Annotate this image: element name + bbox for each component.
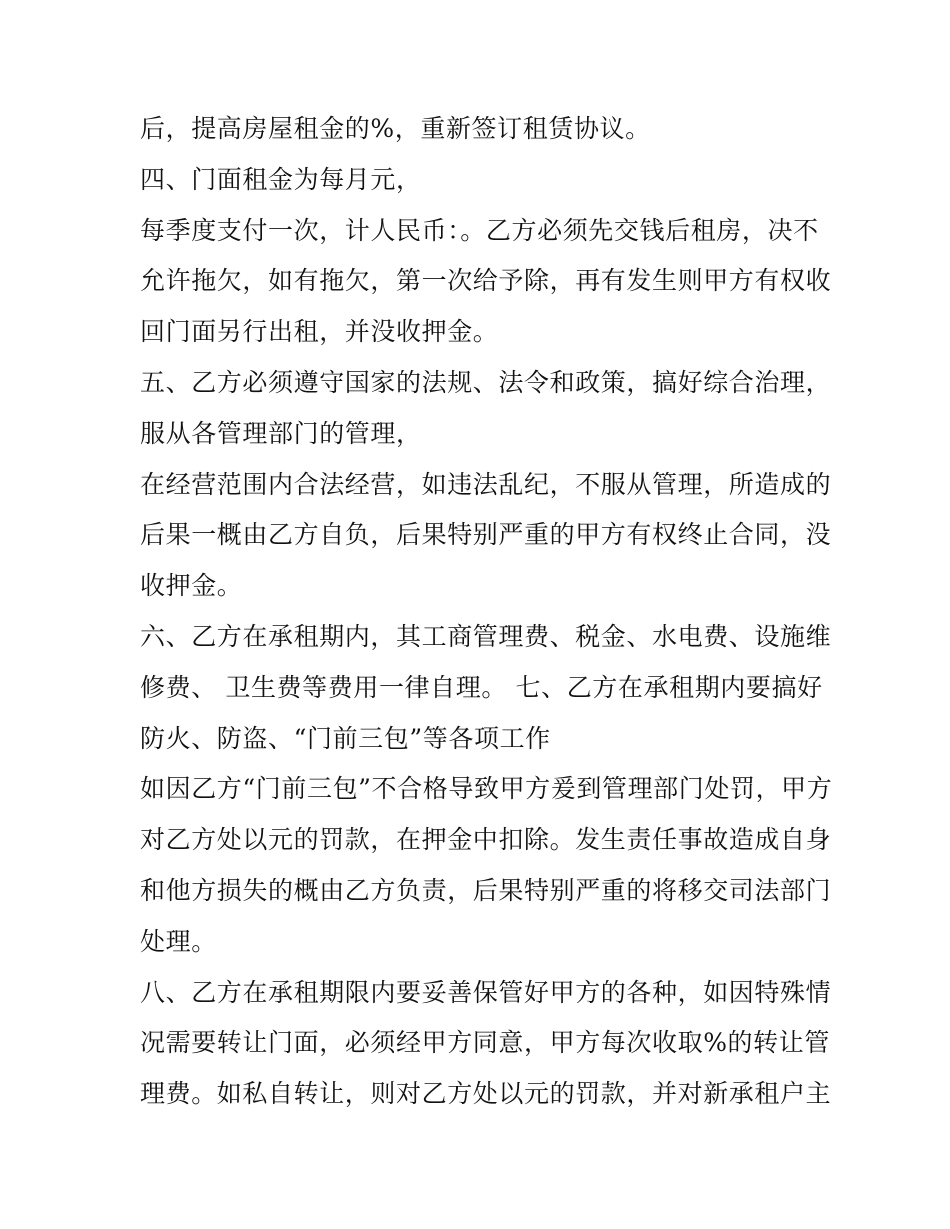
text-line: 对乙方处以元的罚款，在押金中扣除。发生责任事故造成自身 (140, 825, 832, 855)
text-line: 五、乙方必须遵守国家的法规、法令和政策，搞好综合治理， (140, 367, 832, 397)
text-line: 后，提高房屋租金的%，重新签订租赁协议。 (140, 114, 651, 143)
text-line: 四、门面租金为每月元， (140, 164, 422, 194)
text-line: 在经营范围内合法经营，如违法乱纪，不服从管理，所造成的 (140, 469, 832, 499)
text-line: 八、乙方在承租期限内要妥善保管好甲方的各种，如因特殊情 (140, 977, 832, 1007)
text-line: 服从各管理部门的管理， (140, 418, 422, 448)
text-line: 处理。 (140, 926, 217, 956)
text-line: 理费。如私自转让，则对乙方处以元的罚款，并对新承租户主 (140, 1079, 832, 1109)
text-line: 六、乙方在承租期内，其工商管理费、税金、水电费、设施维 (140, 621, 832, 651)
text-line: 回门面另行出租，并没收押金。 (140, 317, 499, 347)
text-line: 况需要转让门面，必须经甲方同意，甲方每次收取%的转让管 (140, 1028, 830, 1058)
text-line: 允许拖欠，如有拖欠，第一次给予除，再有发生则甲方有权收 (140, 266, 832, 296)
text-line: 每季度支付一次，计人民币：。乙方必须先交钱后租房，决不 (140, 215, 819, 245)
text-line: 收押金。 (140, 571, 243, 601)
text-line: 修费、 卫生费等费用一律自理。 七、乙方在承租期内要搞好 (140, 672, 823, 702)
text-line: 和他方损失的概由乙方负责，后果特别严重的将移交司法部门 (140, 875, 832, 905)
text-line: 如因乙方“门前三包”不合格导致甲方爰到管理部门处罚，甲方 (140, 774, 833, 804)
document-body (140, 104, 833, 1120)
text-line: 防火、防盗、“门前三包”等各项工作 (140, 723, 551, 753)
text-line: 后果一概由乙方自负，后果特别严重的甲方有权终止合同，没 (140, 520, 832, 550)
